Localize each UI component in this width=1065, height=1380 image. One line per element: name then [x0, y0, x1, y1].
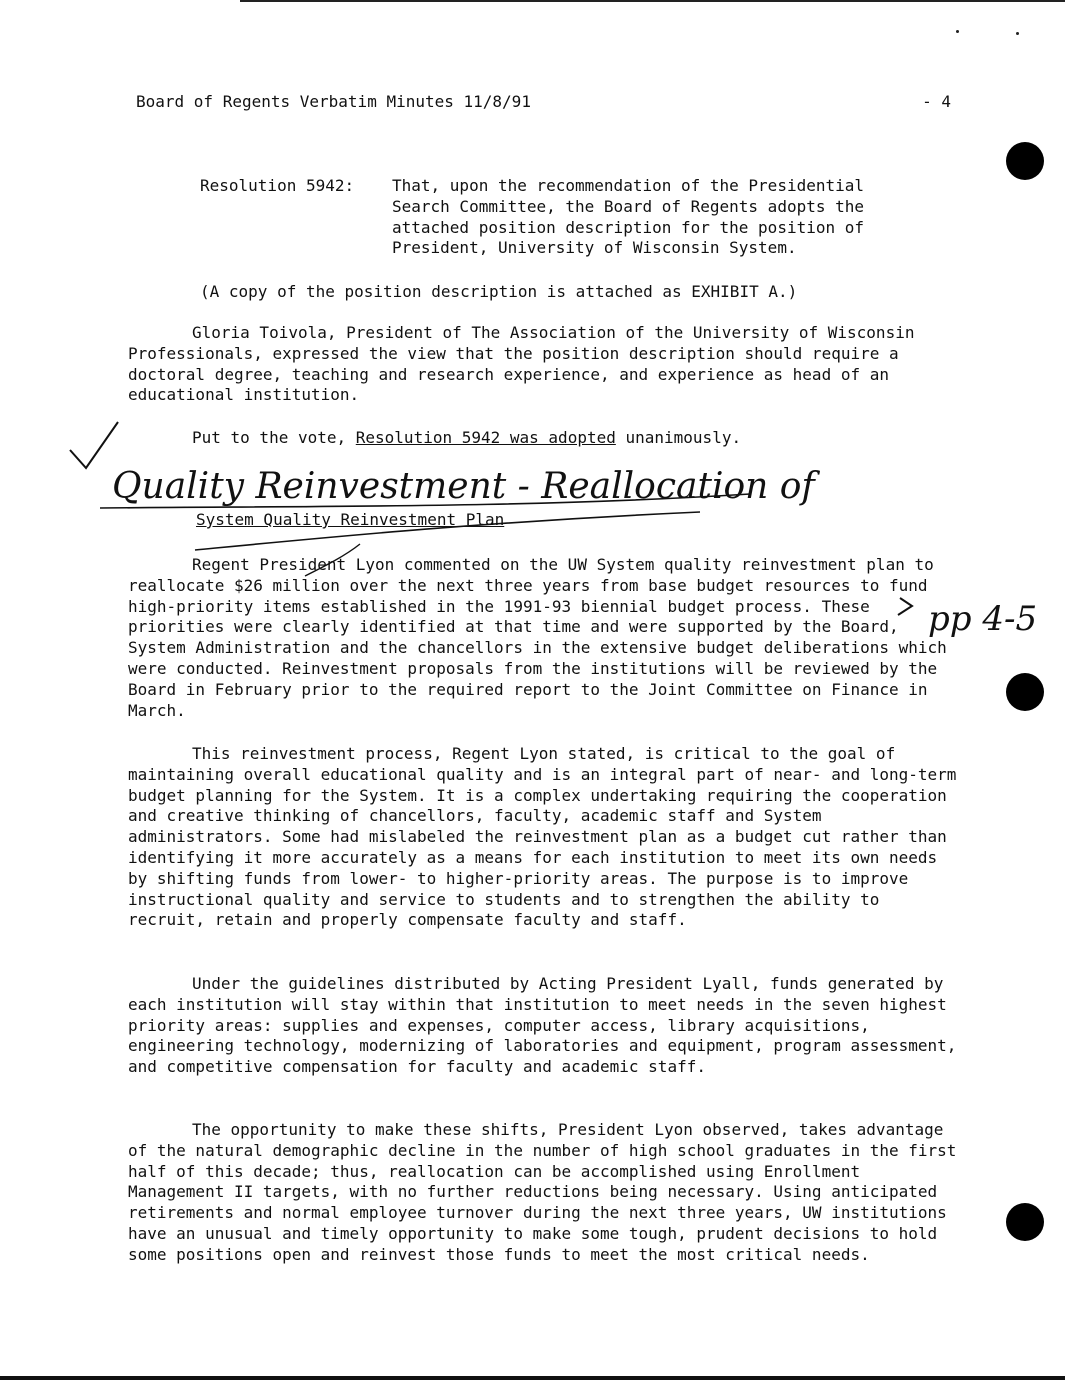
- bottom-scan-edge: [0, 1376, 1065, 1380]
- paragraph-opportunity: The opportunity to make these shifts, President Lyon observed, takes advantage of the natural demographic decline in the number of high school graduates in the first half of this decade; thus, reallocation can be accomplished using Enrollment Management II targets, with no further reductions being necessary. Using anticipated retirements and normal employee turnover during the next three years, UW institutions have an unusual and timely opportunity to make some tough, prudent decisions to hold some positions open and reinvest those funds to meet the most critical needs.: [128, 1120, 957, 1264]
- vote-prefix: Put to the vote,: [192, 428, 356, 447]
- vote-adopted: Resolution 5942 was adopted: [355, 428, 616, 447]
- page-header: [136, 91, 951, 112]
- document-title: Board of Regents Verbatim Minutes 11/8/91: [136, 92, 531, 111]
- vote-result: [128, 428, 958, 449]
- resolution-text: That, upon the recommendation of the Presidential Search Committee, the Board of Regents adopts the attached position description for the position of President, University of Wisconsin System.: [392, 176, 865, 258]
- scan-speck: [1016, 32, 1019, 35]
- page-number: - 4: [922, 92, 951, 111]
- section-heading: System Quality Reinvestment Plan: [196, 510, 505, 529]
- paragraph-gloria-toivola: Gloria Toivola, President of The Association of the University of Wisconsin Professionals, expressed the view that the position description should require a doctoral degree, teaching and research experience, and experience as head of an educational institution.: [128, 323, 915, 405]
- check-mark-icon: [70, 422, 118, 468]
- resolution-label: Resolution 5942:: [200, 176, 355, 195]
- paragraph-reinvestment-process: This reinvestment process, Regent Lyon stated, is critical to the goal of maintaining overall educational quality and is an integral part of near- and long-term budget planning for the System. It is a complex undertaking requiring the cooperation and creative thinking of chancellors, faculty, academic staff and System administrators. Some had mislabeled the reinvestment plan as a budget cut rather than identifying it more accurately as a means for each institution to meet its own needs by shifting funds from lower- to higher-priority areas. The purpose is to improve instructional quality and service to students and to strengthen the ability to recruit, retain and properly compensate faculty and staff.: [128, 744, 957, 930]
- punch-hole: [1006, 1203, 1044, 1241]
- handwritten-heading: Quality Reinvestment - Reallocation of: [112, 466, 815, 507]
- punch-hole: [1006, 142, 1044, 180]
- scan-speck: [956, 30, 959, 33]
- handwritten-underline: [100, 494, 750, 508]
- handwritten-page-reference: pp 4-5: [928, 599, 1038, 639]
- paragraph-reinvestment-plan: Regent President Lyon commented on the UW System quality reinvestment plan to reallocate $26 million over the next three years from base budget resources to fund high-priority items established in the 1991-93 biennial budget process. These priorities were clearly identified at that time and were supported by the Board, System Administration and the chancellors in the extensive budget deliberations which were conducted. Reinvestment proposals from the institutions will be reviewed by the Board in February prior to the required report to the Joint Committee on Finance in March.: [128, 555, 947, 720]
- exhibit-note: (A copy of the position description is attached as EXHIBIT A.): [200, 282, 798, 301]
- top-scan-edge: [240, 0, 1065, 2]
- punch-hole: [1006, 673, 1044, 711]
- paragraph-guidelines: Under the guidelines distributed by Acting President Lyall, funds generated by each institution will stay within that institution to meet needs in the seven highest priority areas: supplies and expenses, computer access, library acquisitions, engineering technology, modernizing of laboratories and equipment, program assessment, and competitive compensation for faculty and academic staff.: [128, 974, 957, 1077]
- vote-suffix: unanimously.: [615, 428, 742, 447]
